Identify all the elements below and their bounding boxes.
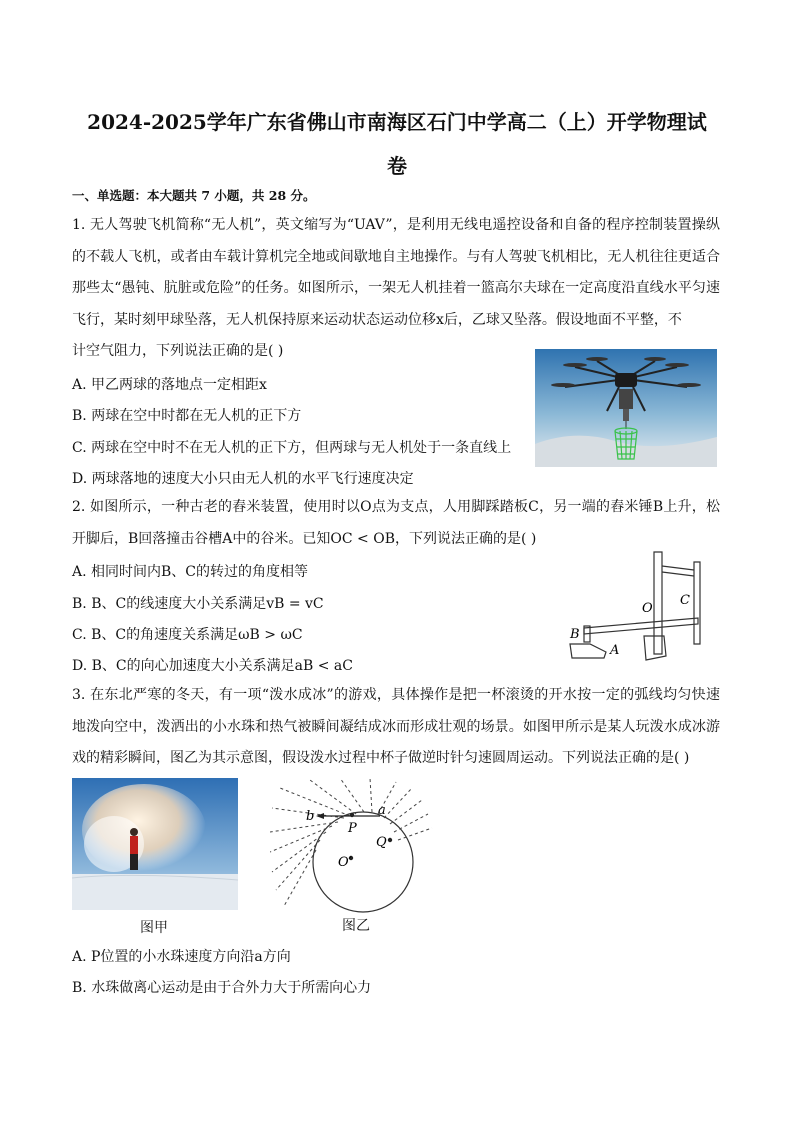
water-splash-diagram [270,778,440,918]
title-line-2: 卷 [387,154,407,178]
label-Q: Q [376,835,387,850]
section-heading: 一、单选题：本大题共 7 小题，共 28 分。 [72,188,316,203]
rice-pounder-diagram [562,548,720,668]
q3-option-a: A. P位置的小水珠速度方向沿a方向 [72,949,291,965]
q1-stem-end: 计空气阻力，下列说法正确的是( ) [72,343,284,359]
label-A: A [610,643,620,658]
q2-option-a: A. 相同时间内B、C的转过的角度相等 [72,564,309,580]
label-C: C [680,593,690,608]
q1-option-c: C. 两球在空中时不在无人机的正下方，但两球与无人机处于一条直线上 [72,440,512,456]
q1-option-b: B. 两球在空中时都在无人机的正下方 [72,408,302,424]
q1-text: 1. 无人驾驶飞机简称“无人机”，英文缩写为“UAV”，是利用无线电遥控设备和自备的程序控制装置操纵的不载人飞机，或者由车载计算机完全地或间歇地自主地操作。与有人驾驶飞机相比，无人机往往更适合那些太“愚钝、肮脏或危险”的任务。如图所示，一架无人机挂着一篮高尔夫球在一定高度沿直线水平匀速飞行，某时刻甲球坠落，无人机保持原来运动状态运动位移x后，乙球又坠落。假设地面不平整，不 [72,217,720,328]
q3-text: 3. 在东北严寒的冬天，有一项“泼水成冰”的游戏，具体操作是把一杯滚烫的开水按一定的弧线均匀快速地泼向空中，泼洒出的小水珠和热气被瞬间凝结成冰而形成壮观的场景。如图甲所示是某人玩泼水成冰游戏的精彩瞬间，图乙为其示意图，假设泼水过程中杯子做逆时针匀速圆周运动。下列说法正确的是( ) [72,687,720,766]
ice-throw-photo [72,778,238,910]
caption-a: 图甲 [140,920,168,936]
q2-option-b: B. B、C的线速度大小关系满足vB = vC [72,596,324,612]
q2-option-c: C. B、C的角速度关系满足ωB > ωC [72,627,303,643]
q1-option-d: D. 两球落地的速度大小只由无人机的水平飞行速度决定 [72,471,414,487]
label-P: P [348,821,357,836]
q2-text: 2. 如图所示，一种古老的舂米装置，使用时以O点为支点，人用脚踩踏板C，另一端的舂米锤B上升，松开脚后，B回落撞击谷槽A中的谷米。已知OC < OB，下列说法正确的是( ) [72,499,720,547]
q2-option-d: D. B、C的向心加速度大小关系满足aB < aC [72,658,353,674]
label-b: b [306,809,315,824]
label-O: O [642,601,653,616]
title-line-1: 2024-2025学年广东省佛山市南海区石门中学高二（上）开学物理试 [87,110,707,134]
label-B: B [570,627,580,642]
q3-option-b: B. 水珠做离心运动是由于合外力大于所需向心力 [72,980,372,996]
paper-title [60,100,734,188]
q1-option-a: A. 甲乙两球的落地点一定相距x [72,377,267,393]
drone-photo [535,349,717,467]
label-a: a [378,803,386,818]
label-O-prime: O′ [338,855,352,870]
caption-b: 图乙 [342,918,370,934]
